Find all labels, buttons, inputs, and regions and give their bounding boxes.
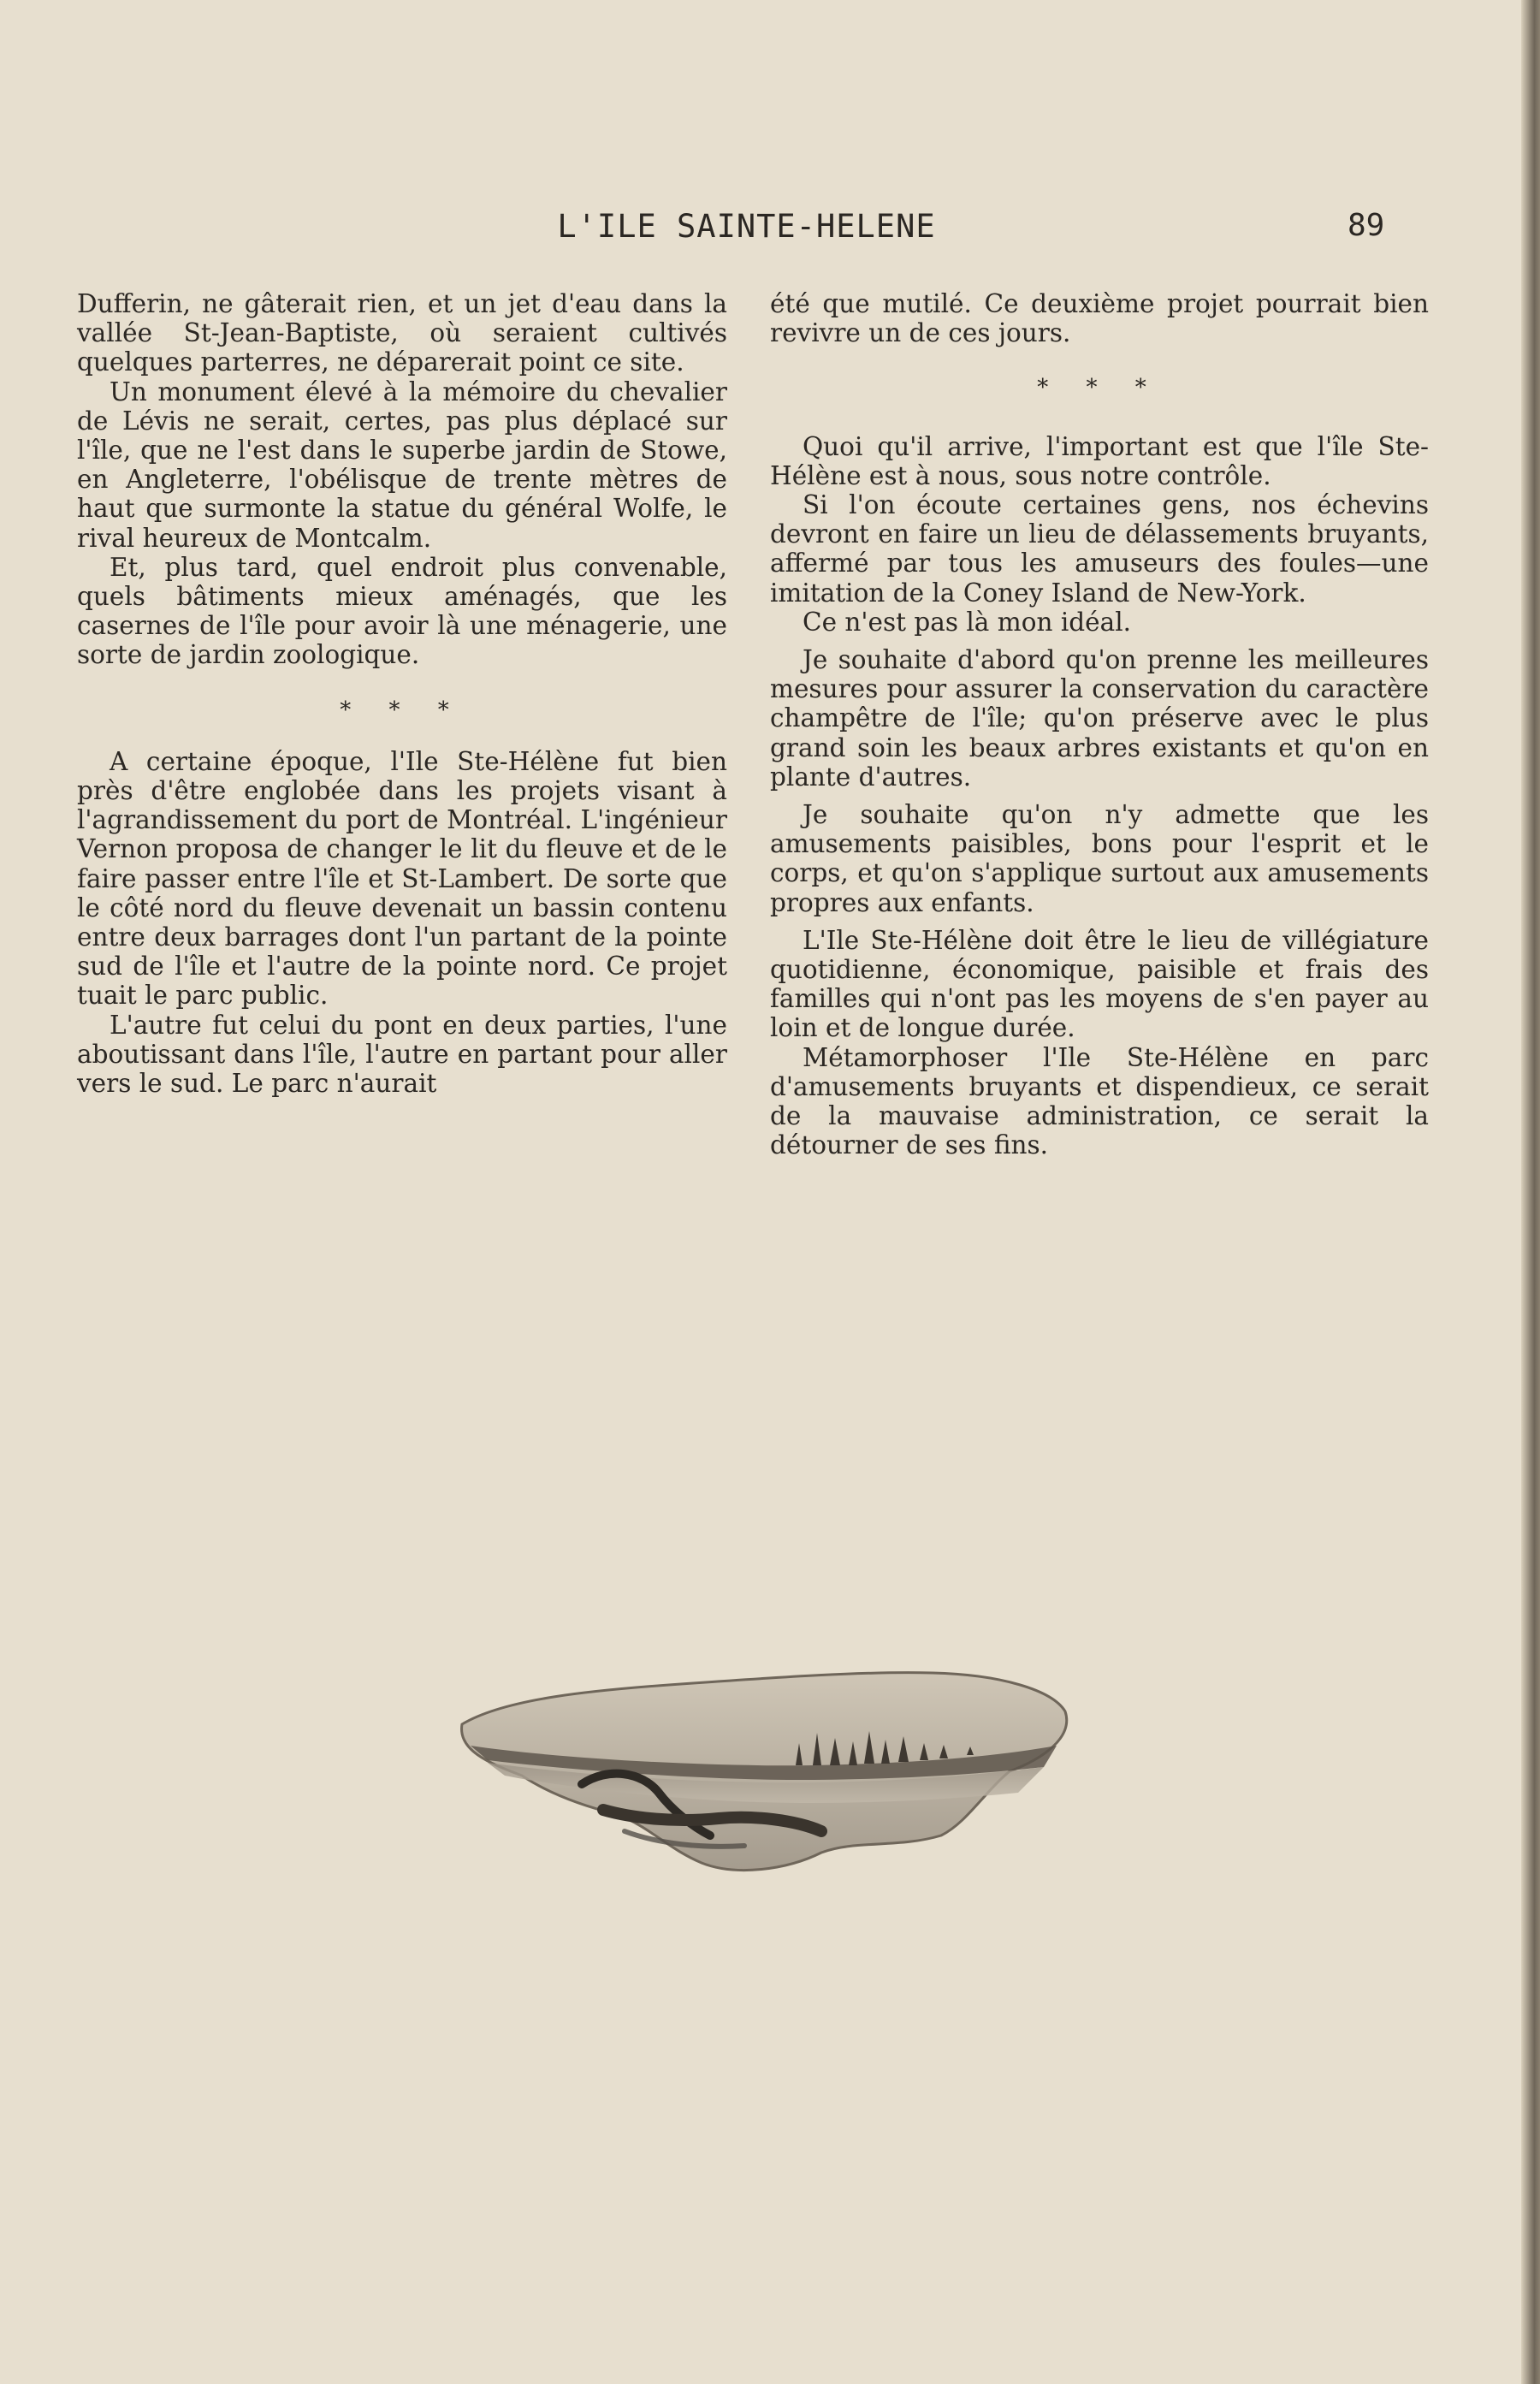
page-edge [1521, 0, 1540, 2384]
island-vignette-icon [453, 1664, 1078, 1887]
paragraph: Je souhaite qu'on n'y admette que les amusements paisibles, bons pour l'esprit et le corps, et qu'on s'applique surtout aux amusements propres aux enfants. [770, 800, 1429, 917]
paragraph: Quoi qu'il arrive, l'important est que l'île Ste-Hélène est à nous, sous notre contrôle. [770, 431, 1429, 490]
right-column [770, 289, 1429, 1159]
paragraph: L'autre fut celui du pont en deux parties, l'une aboutissant dans l'île, l'autre en partant pour aller vers le sud. Le parc n'aurait [77, 1010, 727, 1099]
paragraph: Si l'on écoute certaines gens, nos échevins devront en faire un lieu de délassements bruyants, affermé par tous les amuseurs des foules—une imitation de la Coney Island de New-York. [770, 490, 1429, 608]
section-separator: * * * [1037, 375, 1162, 401]
paragraph: Je souhaite d'abord qu'on prenne les meilleures mesures pour assurer la conservation du caractère champêtre de l'île; qu'on préserve avec le plus grand soin les beaux arbres existants et qu'on en plante d'autres. [770, 645, 1429, 792]
running-title: L'ILE SAINTE-HELENE [557, 208, 936, 245]
paragraph: Un monument élevé à la mémoire du chevalier de Lévis ne serait, certes, pas plus déplacé sur l'île, que ne l'est dans le superbe jardin de Stowe, en Angleterre, l'obélisque de trente mètres de haut que surmonte la statue du général Wolfe, le rival heureux de Montcalm. [77, 377, 727, 553]
page-number: 89 [1348, 208, 1385, 243]
paragraph: Et, plus tard, quel endroit plus convenable, quels bâtiments mieux aménagés, que les casernes de l'île pour avoir là une ménagerie, une sorte de jardin zoologique. [77, 552, 727, 670]
paragraph: été que mutilé. Ce deuxième projet pourrait bien revivre un de ces jours. [770, 289, 1429, 348]
paragraph: Dufferin, ne gâterait rien, et un jet d'eau dans la vallée St-Jean-Baptiste, où seraient cultivés quelques parterres, ne déparerait point ce site. [77, 289, 727, 377]
paragraph: A certaine époque, l'Ile Ste-Hélène fut bien près d'être englobée dans les projets visant à l'agrandissement du port de Montréal. L'ingénieur Vernon proposa de changer le lit du fleuve et de le faire passer entre l'île et St-Lambert. De sorte que le côté nord du fleuve devenait un bassin contenu entre deux barrages dont l'un partant de la pointe sud de l'île et l'autre de la pointe nord. Ce projet tuait le parc public. [77, 746, 727, 1011]
section-separator: * * * [340, 697, 465, 723]
paragraph: Métamorphoser l'Ile Ste-Hélène en parc d'amusements bruyants et dispendieux, ce serait de la mauvaise administration, ce serait la détourner de ses fins. [770, 1042, 1429, 1160]
paragraph: Ce n'est pas là mon idéal. [803, 607, 1132, 637]
left-column [77, 289, 727, 1098]
paragraph: L'Ile Ste-Hélène doit être le lieu de villégiature quotidienne, économique, paisible et frais des familles qui n'ont pas les moyens de s'en payer au loin et de longue durée. [770, 925, 1429, 1043]
